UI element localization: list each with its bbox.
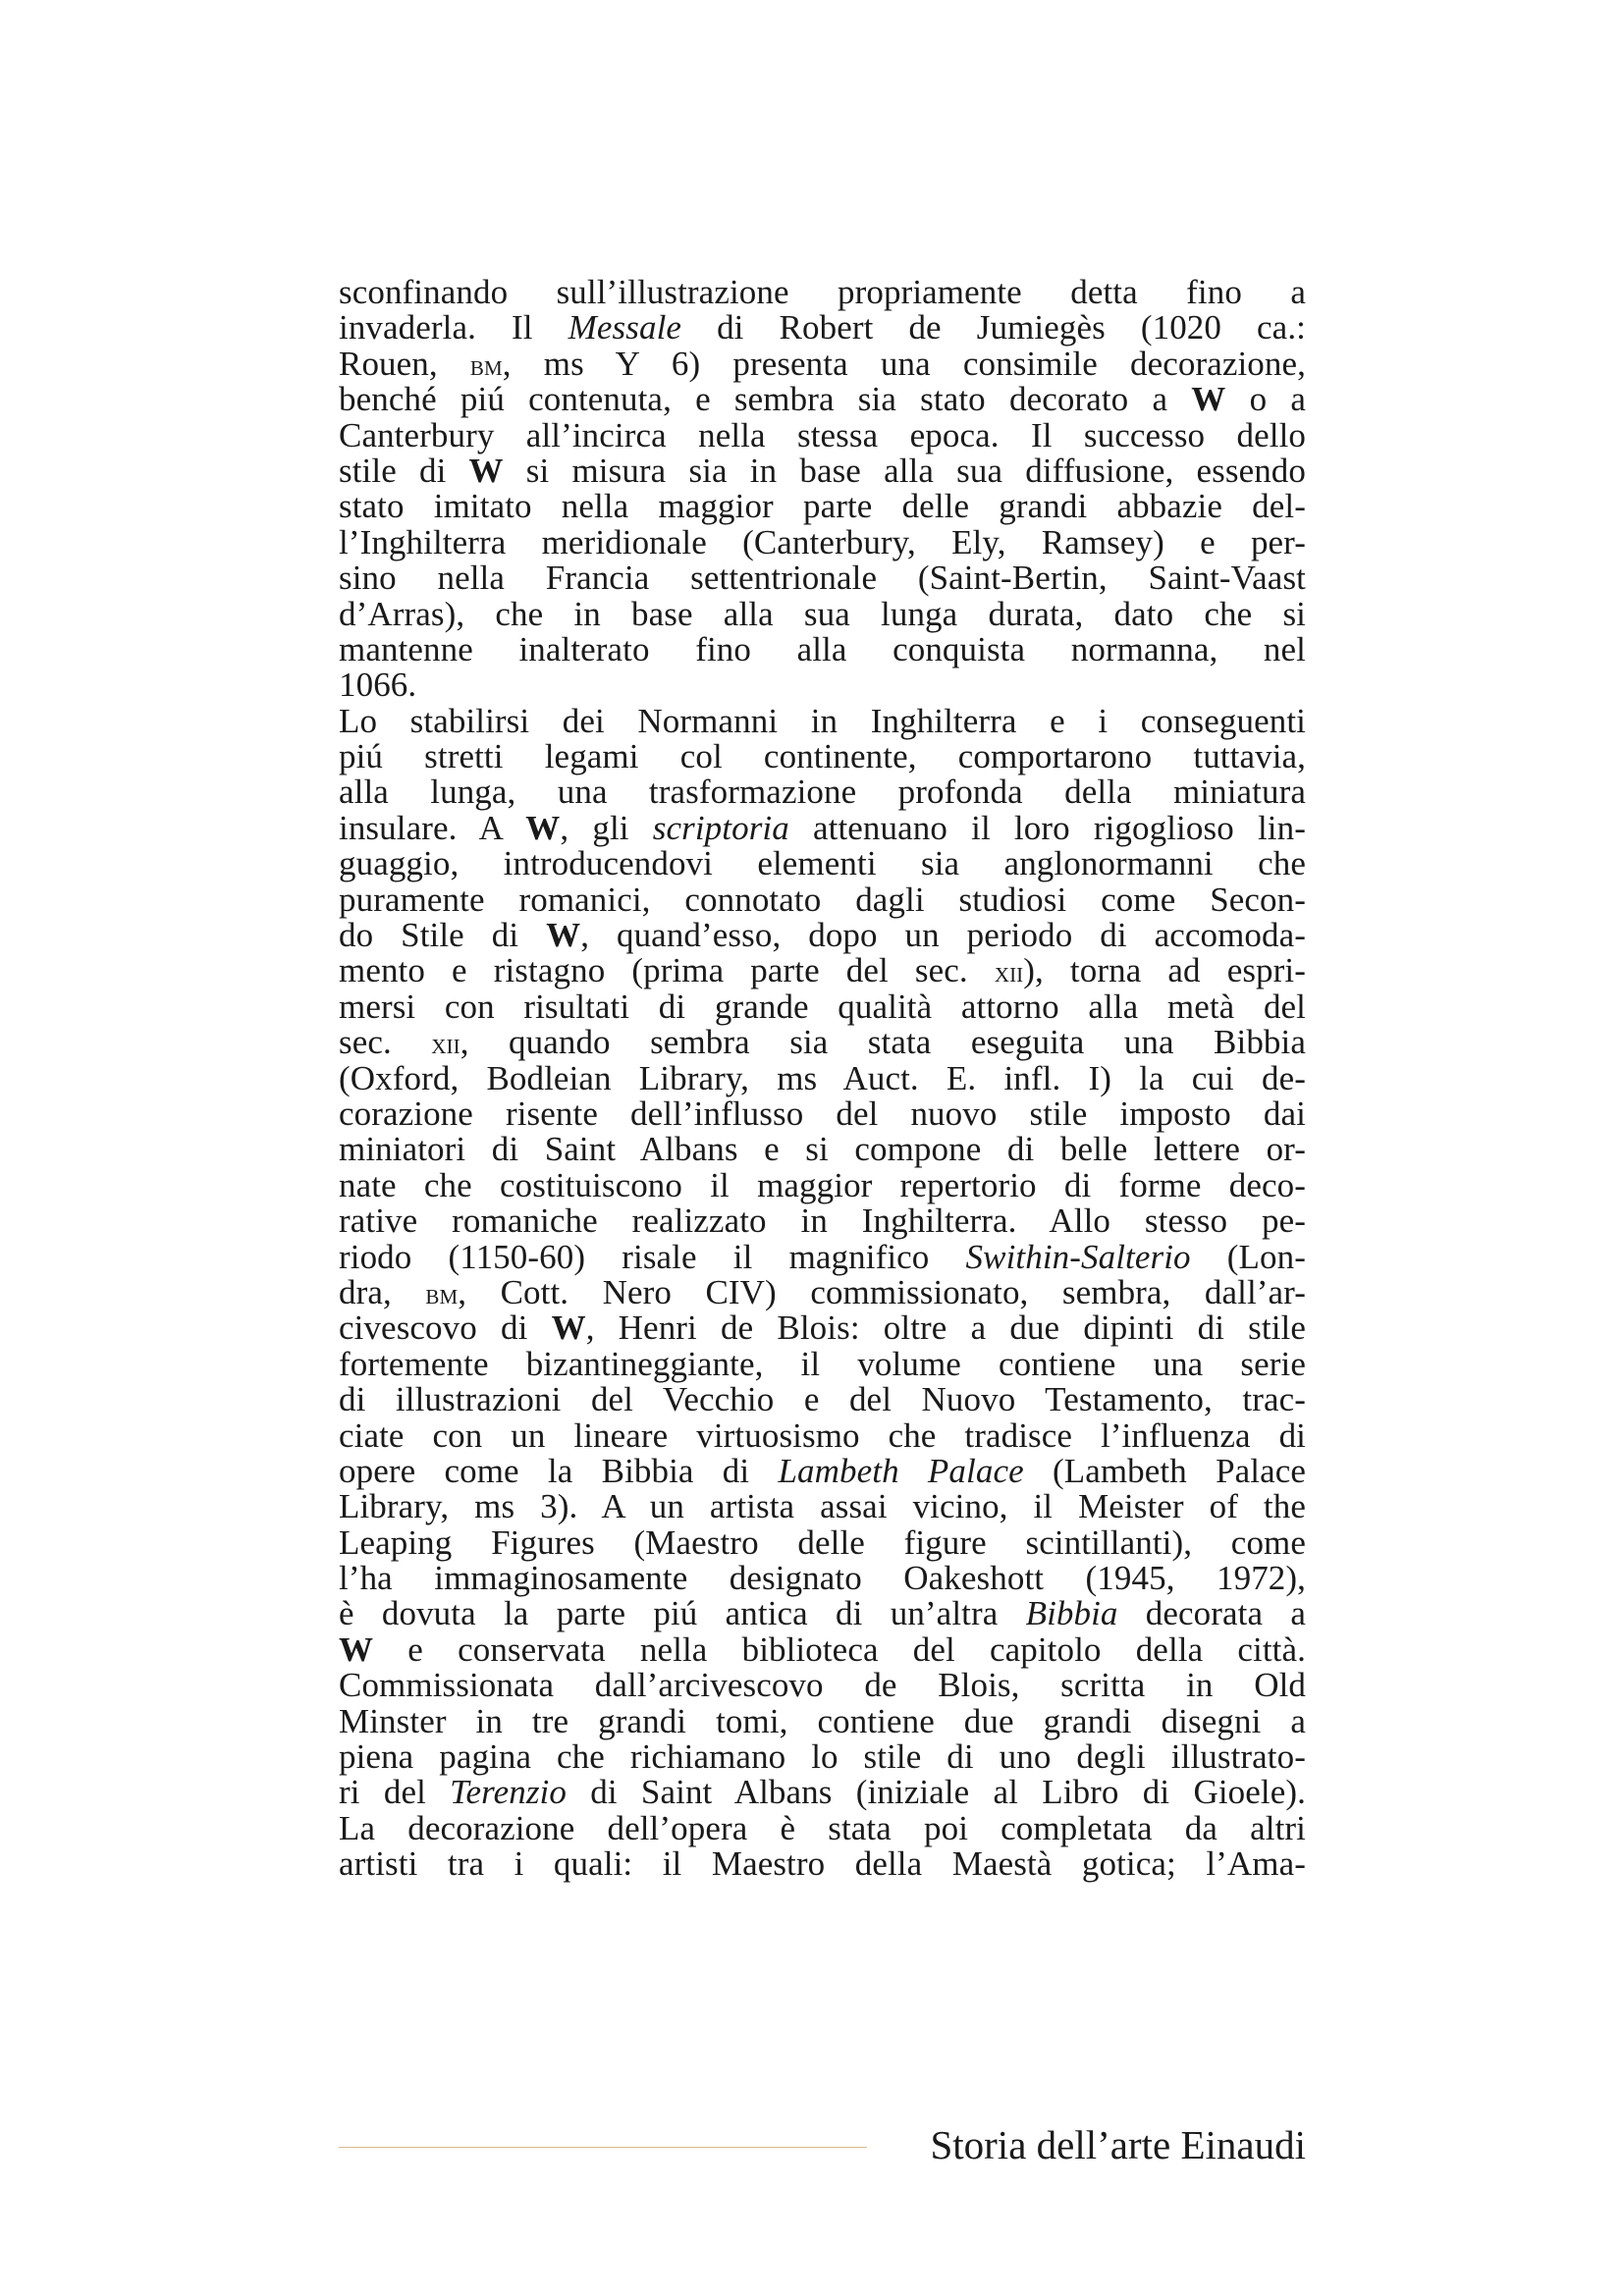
text-run: Rouen, <box>339 344 470 383</box>
small-caps-abbr: bm <box>469 348 503 382</box>
text-run: , Henri de Blois: oltre a due dipinti di stile <box>585 1308 1306 1348</box>
italic-title: Lambeth Palace <box>778 1451 1024 1490</box>
text-line <box>339 1668 1306 1703</box>
text-line <box>339 701 1306 740</box>
text-run: Library, ms 3). A un artista assai vicino, il Meister of the <box>339 1487 1306 1526</box>
text-run: l’Inghilterra meridionale (Canterbury, Ely, Ramsey) e per- <box>339 522 1306 561</box>
bold-entry-ref: W <box>468 451 504 490</box>
bold-entry-ref: W <box>1191 380 1226 419</box>
bold-entry-ref: W <box>546 916 581 955</box>
text-run: e conservata nella biblioteca del capitolo della città. <box>373 1629 1306 1669</box>
text-run: attenuano il loro rigoglioso lin- <box>788 808 1306 847</box>
text-run: fortemente bizantineggiante, il volume contiene una serie <box>339 1344 1306 1383</box>
italic-title: Messale <box>568 308 682 347</box>
text-line <box>339 667 1306 703</box>
text-line <box>339 451 1306 490</box>
text-line <box>339 344 1306 383</box>
text-run: sino nella Francia settentrionale (Saint-Bertin, Saint-Vaast <box>339 559 1306 598</box>
text-run: riodo (1150-60) risale il magnifico <box>339 1237 966 1276</box>
text-line <box>339 882 1306 918</box>
text-line <box>339 1344 1306 1383</box>
text-run: sconfinando sull’illustrazione propriamente detta fino a <box>339 273 1306 311</box>
text-run: Leaping Figures (Maestro delle figure scintillanti), come <box>339 1522 1306 1562</box>
text-run: ri del <box>339 1773 451 1812</box>
text-line <box>339 1310 1306 1346</box>
text-run: l’ha immaginosamente designato Oakeshott (1945, 1972), <box>339 1559 1306 1598</box>
text-run: dra, <box>339 1272 426 1311</box>
text-run: mento e ristagno (prima parte del sec. <box>339 951 995 990</box>
text-run: stile di <box>339 451 469 490</box>
text-line <box>339 1058 1306 1097</box>
text-line <box>339 275 1306 310</box>
text-line <box>339 522 1306 561</box>
italic-title: Terenzio <box>450 1773 567 1812</box>
bold-entry-ref: W <box>525 808 561 847</box>
text-line <box>339 1096 1306 1132</box>
text-run: mantenne inalterato fino alla conquista normanna, nel <box>339 629 1306 668</box>
text-run: Commissionata dall’arcivescovo de Blois, scritta in Old <box>339 1666 1306 1705</box>
text-run: rative romaniche realizzato in Inghilterra. Allo stesso pe- <box>339 1201 1306 1241</box>
text-line <box>339 739 1306 774</box>
text-line <box>339 1272 1306 1311</box>
text-line <box>339 1025 1306 1060</box>
text-run: è dovuta la parte piú antica di un’altra <box>339 1594 1026 1633</box>
text-line <box>339 561 1306 596</box>
text-line <box>339 1522 1306 1562</box>
text-run: opere come la Bibbia di <box>339 1451 779 1490</box>
text-line <box>339 489 1306 524</box>
text-line <box>339 1596 1306 1631</box>
footer-rule <box>339 2147 867 2148</box>
text-run: mersi con risultati di grande qualità attorno alla metà del <box>339 987 1306 1026</box>
text-line <box>339 846 1306 881</box>
text-run: (Oxford, Bodleian Library, ms Auct. E. infl. I) la cui de- <box>339 1058 1306 1097</box>
text-run: , ms Y 6) presenta una consimile decorazione, <box>502 344 1306 383</box>
text-run: civescovo di <box>339 1308 552 1348</box>
italic-title: Bibbia <box>1025 1594 1118 1633</box>
text-run: , quando sembra sia stata eseguita una Bibbia <box>460 1023 1306 1062</box>
text-run: Canterbury all’incirca nella stessa epoca. Il successo dello <box>339 415 1306 454</box>
text-line <box>339 382 1306 417</box>
text-line <box>339 415 1306 454</box>
text-line <box>339 989 1306 1025</box>
text-line <box>339 1775 1306 1810</box>
text-run: alla lunga, una trasformazione profonda della miniatura <box>339 773 1306 812</box>
text-line <box>339 1382 1306 1417</box>
small-caps-abbr: xii <box>994 956 1024 989</box>
body-text <box>339 275 1306 1883</box>
text-run: piú stretti legami col continente, comportarono tuttavia, <box>339 737 1306 776</box>
text-line <box>339 1739 1306 1775</box>
text-run: d’Arras), che in base alla sua lunga durata, dato che si <box>339 594 1306 633</box>
text-line <box>339 594 1306 633</box>
text-run: 1066. <box>339 666 417 705</box>
text-run: stato imitato nella maggior parte delle grandi abbazie del- <box>339 487 1306 526</box>
text-run: Lo stabilirsi dei Normanni in Inghilterra e i conseguenti <box>339 701 1306 740</box>
text-run: sec. <box>339 1023 432 1062</box>
text-run: puramente romanici, connotato dagli studiosi come Secon- <box>339 880 1306 919</box>
text-line <box>339 310 1306 346</box>
small-caps-abbr: xii <box>431 1028 460 1061</box>
text-run: (Lon- <box>1190 1237 1306 1276</box>
text-line <box>339 918 1306 953</box>
text-line <box>339 808 1306 847</box>
text-run: ), torna ad espri- <box>1023 951 1306 990</box>
text-run: insulare. A <box>339 808 526 847</box>
text-run: (Lambeth Palace <box>1023 1451 1306 1490</box>
text-run: di Robert de Jumiegès (1020 ca.: <box>681 308 1306 347</box>
text-line <box>339 953 1306 988</box>
text-run: miniatori di Saint Albans e si compone di belle lettere or- <box>339 1130 1306 1169</box>
text-run: si misura sia in base alla sua diffusione, essendo <box>503 451 1306 490</box>
text-run: di illustrazioni del Vecchio e del Nuovo Testamento, trac- <box>339 1380 1306 1419</box>
text-line <box>339 1561 1306 1596</box>
text-line <box>339 1846 1306 1882</box>
text-run: benché piú contenuta, e sembra sia stato decorato a <box>339 380 1192 419</box>
text-line <box>339 629 1306 668</box>
text-run: do Stile di <box>339 916 547 955</box>
text-run: ciate con un lineare virtuosismo che tradisce l’influenza di <box>339 1415 1306 1455</box>
text-run: , gli <box>560 808 653 847</box>
text-run: decorata a <box>1117 1594 1306 1633</box>
text-line <box>339 1489 1306 1524</box>
bold-entry-ref: W <box>339 1629 374 1669</box>
text-run: guaggio, introducendovi elementi sia anglonormanni che <box>339 844 1306 883</box>
text-run: , Cott. Nero CIV) commissionato, sembra, dall’ar- <box>458 1272 1306 1311</box>
text-line <box>339 1701 1306 1740</box>
text-run: Minster in tre grandi tomi, contiene due grandi disegni a <box>339 1701 1306 1740</box>
text-run: invaderla. Il <box>339 308 568 347</box>
text-line <box>339 1629 1306 1669</box>
text-run: di Saint Albans (iniziale al Libro di Gioele). <box>566 1773 1306 1812</box>
text-line <box>339 1165 1306 1204</box>
text-run: , quand’esso, dopo un periodo di accomoda- <box>580 916 1306 955</box>
text-run: o a <box>1225 380 1307 419</box>
text-run: corazione risente dell’influsso del nuovo stile imposto dai <box>339 1094 1306 1133</box>
text-run: piena pagina che richiamano lo stile di uno degli illustrato- <box>339 1737 1306 1777</box>
footer-title: Storia dell’arte Einaudi <box>930 2122 1306 2167</box>
text-run: artisti tra i quali: il Maestro della Maestà gotica; l’Ama- <box>339 1844 1306 1884</box>
text-line <box>339 1415 1306 1455</box>
text-line <box>339 1808 1306 1847</box>
text-run: nate che costituiscono il maggior repertorio di forme deco- <box>339 1165 1306 1204</box>
text-line <box>339 1203 1306 1239</box>
text-line <box>339 1132 1306 1167</box>
text-line <box>339 1237 1306 1276</box>
bold-entry-ref: W <box>551 1308 586 1348</box>
text-run: La decorazione dell’opera è stata poi completata da altri <box>339 1808 1306 1847</box>
text-line <box>339 774 1306 810</box>
text-line <box>339 1451 1306 1490</box>
italic-title: Swithin-Salterio <box>965 1237 1191 1276</box>
italic-title: scriptoria <box>652 808 789 847</box>
small-caps-abbr: bm <box>425 1277 459 1310</box>
